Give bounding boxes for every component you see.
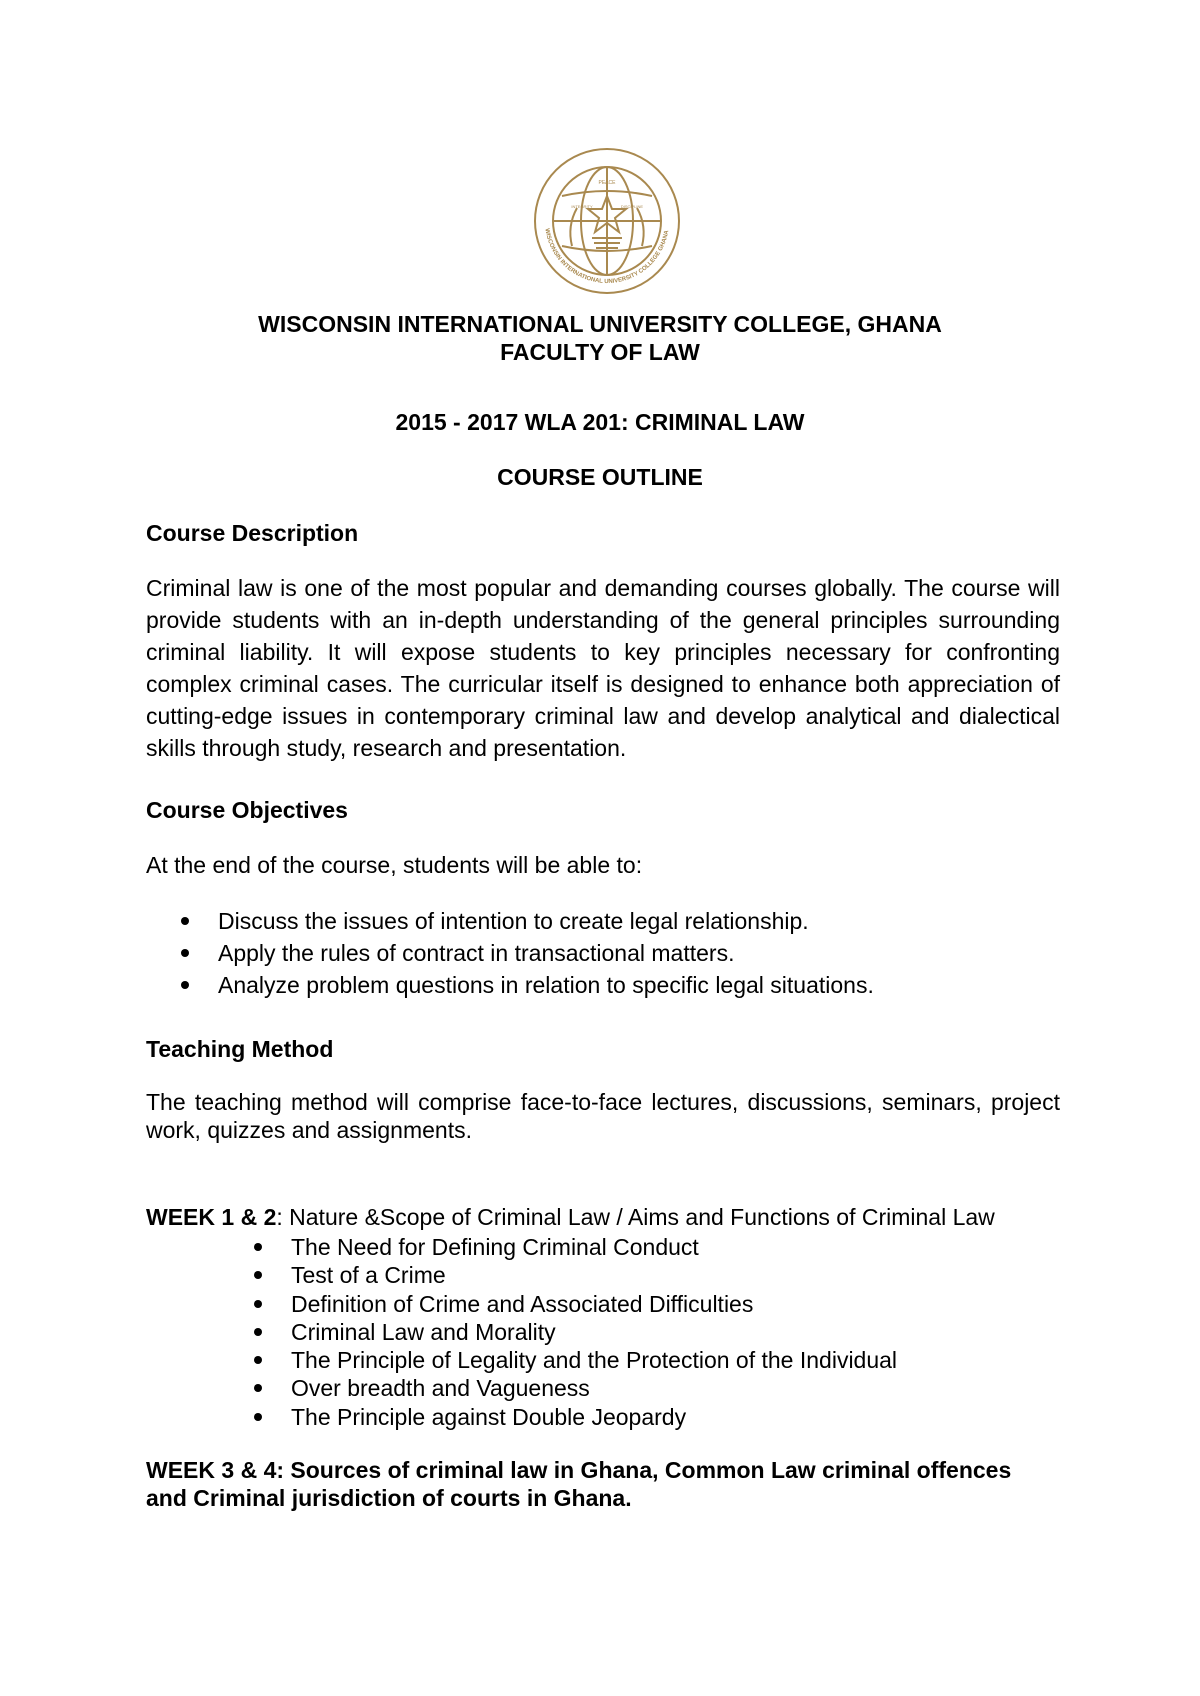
svg-text:WISCONSIN INTERNATIONAL UNIVER: WISCONSIN INTERNATIONAL UNIVERSITY COLLEGE GHANA <box>543 228 671 286</box>
teaching-method-text: The teaching method will comprise face-to-face lectures, discussions, seminars, project work, quizzes and assignments. <box>146 1089 1060 1143</box>
list-item: Criminal Law and Morality <box>291 1318 897 1346</box>
svg-text:INTEGRITY: INTEGRITY <box>571 204 593 209</box>
bullet-icon <box>181 981 189 989</box>
bullet-icon <box>254 1356 262 1364</box>
bullet-icon <box>254 1300 262 1308</box>
course-description-heading: Course Description <box>146 520 359 546</box>
list-item: Test of a Crime <box>291 1261 897 1289</box>
list-item: Discuss the issues of intention to create legal relationship. <box>218 905 874 937</box>
faculty-name: FACULTY OF LAW <box>500 339 700 365</box>
document-title: COURSE OUTLINE <box>497 464 703 490</box>
list-item: The Need for Defining Criminal Conduct <box>291 1233 897 1261</box>
teaching-method-heading: Teaching Method <box>146 1036 334 1062</box>
svg-text:PEACE: PEACE <box>598 180 616 186</box>
list-item: Apply the rules of contract in transactional matters. <box>218 937 874 969</box>
list-item: Analyze problem questions in relation to specific legal situations. <box>218 969 874 1001</box>
list-item: Definition of Crime and Associated Difficulties <box>291 1290 897 1318</box>
week-3-4-title: WEEK 3 & 4: Sources of criminal law in Ghana, Common Law criminal offences and Criminal jurisdiction of courts in Ghana. <box>146 1457 1012 1511</box>
list-item: Over breadth and Vagueness <box>291 1374 897 1402</box>
course-description-text: Criminal law is one of the most popular and demanding courses globally. The course will provide students with an in-depth understanding of the general principles surrounding criminal liability. It will expose students to key principles necessary for confronting complex criminal cases. The curricular itself is designed to enhance both appreciation of cutting-edge issues in contemporary criminal law and develop analytical and dialectical skills through study, research and presentation. <box>146 575 1060 761</box>
week-1-2-title: WEEK 1 & 2: Nature &Scope of Criminal Law / Aims and Functions of Criminal Law <box>146 1204 995 1230</box>
svg-text:DISCIPLINE: DISCIPLINE <box>620 204 644 209</box>
bullet-icon <box>254 1271 262 1279</box>
list-item: The Principle against Double Jeopardy <box>291 1403 897 1431</box>
bullet-icon <box>254 1384 262 1392</box>
objectives-list <box>218 905 874 1001</box>
course-title: 2015 - 2017 WLA 201: CRIMINAL LAW <box>395 409 805 435</box>
list-item: The Principle of Legality and the Protection of the Individual <box>291 1346 897 1374</box>
bullet-icon <box>254 1413 262 1421</box>
university-seal-logo <box>532 146 682 296</box>
week-1-2-topics <box>291 1233 897 1431</box>
bullet-icon <box>254 1243 262 1251</box>
bullet-icon <box>181 917 189 925</box>
bullet-icon <box>254 1328 262 1336</box>
bullet-icon <box>181 949 189 957</box>
institution-name: WISCONSIN INTERNATIONAL UNIVERSITY COLLEGE, GHANA <box>258 311 942 337</box>
objectives-intro: At the end of the course, students will be able to: <box>146 852 643 878</box>
course-objectives-heading: Course Objectives <box>146 797 348 823</box>
